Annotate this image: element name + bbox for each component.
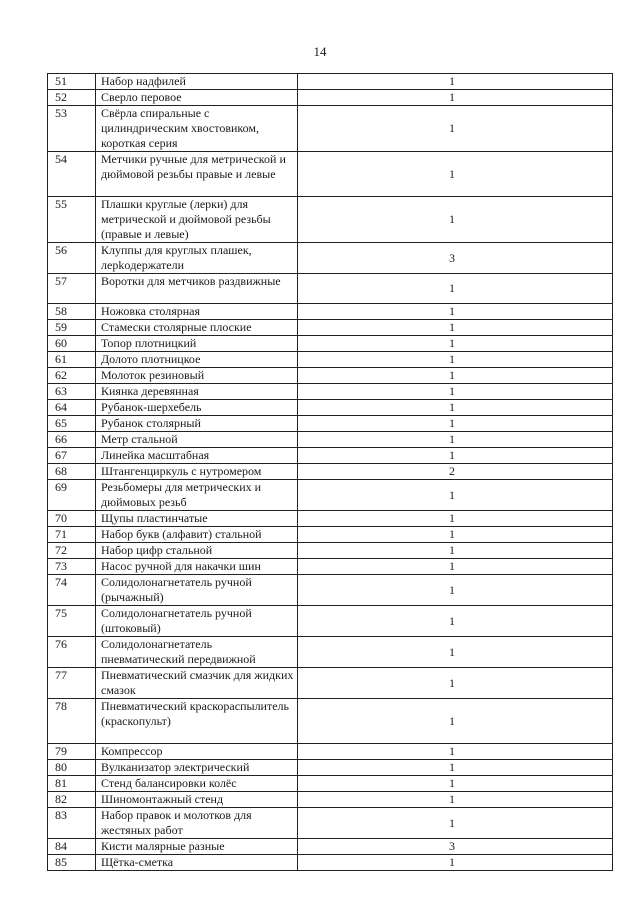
item-quantity: 1 — [298, 808, 613, 839]
row-number: 71 — [48, 527, 96, 543]
item-quantity: 1 — [298, 106, 613, 152]
row-number: 78 — [48, 699, 96, 744]
item-quantity: 1 — [298, 384, 613, 400]
row-number: 53 — [48, 106, 96, 152]
page-number: 14 — [313, 44, 327, 59]
row-number: 73 — [48, 559, 96, 575]
table-row — [48, 464, 613, 480]
table-row — [48, 74, 613, 90]
item-quantity: 1 — [298, 855, 613, 871]
row-number: 68 — [48, 464, 96, 480]
table-row — [48, 416, 613, 432]
item-quantity: 1 — [298, 336, 613, 352]
row-number: 82 — [48, 792, 96, 808]
item-quantity: 1 — [298, 274, 613, 304]
item-name: Солидолонагнетатель ручной (штоковый) — [96, 606, 298, 637]
table-row — [48, 90, 613, 106]
item-name: Пневматический смазчик для жидких смазок — [96, 668, 298, 699]
item-quantity: 1 — [298, 511, 613, 527]
item-quantity: 1 — [298, 575, 613, 606]
table-row — [48, 527, 613, 543]
item-quantity: 1 — [298, 668, 613, 699]
table-row — [48, 152, 613, 197]
item-name: Стенд балансировки колёс — [96, 776, 298, 792]
table-row — [48, 352, 613, 368]
table-row — [48, 637, 613, 668]
item-quantity: 1 — [298, 400, 613, 416]
item-name: Насос ручной для накачки шин — [96, 559, 298, 575]
table-row — [48, 106, 613, 152]
item-name: Набор букв (алфавит) стальной — [96, 527, 298, 543]
row-number: 75 — [48, 606, 96, 637]
row-number: 52 — [48, 90, 96, 106]
table-row — [48, 432, 613, 448]
row-number: 56 — [48, 243, 96, 274]
table-row — [48, 448, 613, 464]
row-number: 51 — [48, 74, 96, 90]
table-row — [48, 839, 613, 855]
item-name: Киянка деревянная — [96, 384, 298, 400]
row-number: 85 — [48, 855, 96, 871]
item-name: Щупы пластинчатые — [96, 511, 298, 527]
row-number: 54 — [48, 152, 96, 197]
item-quantity: 2 — [298, 464, 613, 480]
item-name: Вулканизатор электрический — [96, 760, 298, 776]
row-number: 67 — [48, 448, 96, 464]
item-name: Пневматический краскораспылитель (краскопульт) — [96, 699, 298, 744]
item-name: Набор цифр стальной — [96, 543, 298, 559]
row-number: 58 — [48, 304, 96, 320]
item-quantity: 1 — [298, 606, 613, 637]
item-quantity: 1 — [298, 699, 613, 744]
item-name: Сверло перовое — [96, 90, 298, 106]
item-quantity: 1 — [298, 776, 613, 792]
row-number: 69 — [48, 480, 96, 511]
table-row — [48, 336, 613, 352]
item-name: Линейка масштабная — [96, 448, 298, 464]
item-quantity: 1 — [298, 90, 613, 106]
table-row — [48, 197, 613, 243]
table-row — [48, 855, 613, 871]
table-row — [48, 274, 613, 304]
item-quantity: 1 — [298, 152, 613, 197]
table-row — [48, 699, 613, 744]
table-row — [48, 606, 613, 637]
item-name: Набор правок и молотков для жестяных работ — [96, 808, 298, 839]
table-row — [48, 480, 613, 511]
item-name: Щётка-сметка — [96, 855, 298, 871]
row-number: 60 — [48, 336, 96, 352]
table-row — [48, 668, 613, 699]
item-quantity: 1 — [298, 448, 613, 464]
table-row — [48, 559, 613, 575]
item-quantity: 3 — [298, 243, 613, 274]
item-name: Молоток резиновый — [96, 368, 298, 384]
row-number: 83 — [48, 808, 96, 839]
table-row — [48, 400, 613, 416]
table-row — [48, 543, 613, 559]
row-number: 79 — [48, 744, 96, 760]
row-number: 81 — [48, 776, 96, 792]
item-name: Солидолонагнетатель ручной (рычажный) — [96, 575, 298, 606]
item-name: Штангенциркуль с нутромером — [96, 464, 298, 480]
item-quantity: 1 — [298, 352, 613, 368]
item-quantity: 1 — [298, 368, 613, 384]
item-name: Метчики ручные для метрической и дюймовой резьбы правые и левые — [96, 152, 298, 197]
row-number: 59 — [48, 320, 96, 336]
item-quantity: 1 — [298, 744, 613, 760]
table-row — [48, 304, 613, 320]
item-quantity: 1 — [298, 432, 613, 448]
item-quantity: 1 — [298, 416, 613, 432]
item-name: Воротки для метчиков раздвижные — [96, 274, 298, 304]
row-number: 57 — [48, 274, 96, 304]
row-number: 55 — [48, 197, 96, 243]
item-name: Клуппы для круглых плашек, лерkoдержатели — [96, 243, 298, 274]
row-number: 84 — [48, 839, 96, 855]
item-name: Долото плотницкое — [96, 352, 298, 368]
row-number: 63 — [48, 384, 96, 400]
table-row — [48, 760, 613, 776]
item-quantity: 1 — [298, 760, 613, 776]
table-row — [48, 320, 613, 336]
item-name: Рубанок столярный — [96, 416, 298, 432]
item-quantity: 1 — [298, 559, 613, 575]
item-quantity: 1 — [298, 74, 613, 90]
item-name: Компрессор — [96, 744, 298, 760]
item-name: Набор надфилей — [96, 74, 298, 90]
row-number: 80 — [48, 760, 96, 776]
row-number: 64 — [48, 400, 96, 416]
table-row — [48, 575, 613, 606]
row-number: 74 — [48, 575, 96, 606]
row-number: 70 — [48, 511, 96, 527]
item-name: Стамески столярные плоские — [96, 320, 298, 336]
item-quantity: 1 — [298, 527, 613, 543]
table-row — [48, 744, 613, 760]
row-number: 65 — [48, 416, 96, 432]
item-name: Ножовка столярная — [96, 304, 298, 320]
row-number: 61 — [48, 352, 96, 368]
item-name: Шиномонтажный стенд — [96, 792, 298, 808]
row-number: 76 — [48, 637, 96, 668]
item-quantity: 3 — [298, 839, 613, 855]
table-row — [48, 808, 613, 839]
item-name: Рубанок-шерхебель — [96, 400, 298, 416]
row-number: 66 — [48, 432, 96, 448]
table-row — [48, 243, 613, 274]
table-row — [48, 368, 613, 384]
item-name: Свёрла спиральные с цилиндрическим хвостовиком, короткая серия — [96, 106, 298, 152]
item-name: Метр стальной — [96, 432, 298, 448]
item-name: Солидолонагнетатель пневматический передвижной — [96, 637, 298, 668]
table-row — [48, 384, 613, 400]
item-name: Кисти малярные разные — [96, 839, 298, 855]
item-name: Плашки круглые (лерки) для метрической и дюймовой резьбы (правые и левые) — [96, 197, 298, 243]
item-quantity: 1 — [298, 320, 613, 336]
row-number: 72 — [48, 543, 96, 559]
item-quantity: 1 — [298, 637, 613, 668]
item-quantity: 1 — [298, 543, 613, 559]
item-name: Топор плотницкий — [96, 336, 298, 352]
row-number: 62 — [48, 368, 96, 384]
item-name: Резьбомеры для метрических и дюймовых резьб — [96, 480, 298, 511]
table-row — [48, 776, 613, 792]
table-row — [48, 511, 613, 527]
equipment-table — [47, 73, 613, 871]
row-number: 77 — [48, 668, 96, 699]
item-quantity: 1 — [298, 304, 613, 320]
table-row — [48, 792, 613, 808]
item-quantity: 1 — [298, 792, 613, 808]
item-quantity: 1 — [298, 480, 613, 511]
item-quantity: 1 — [298, 197, 613, 243]
